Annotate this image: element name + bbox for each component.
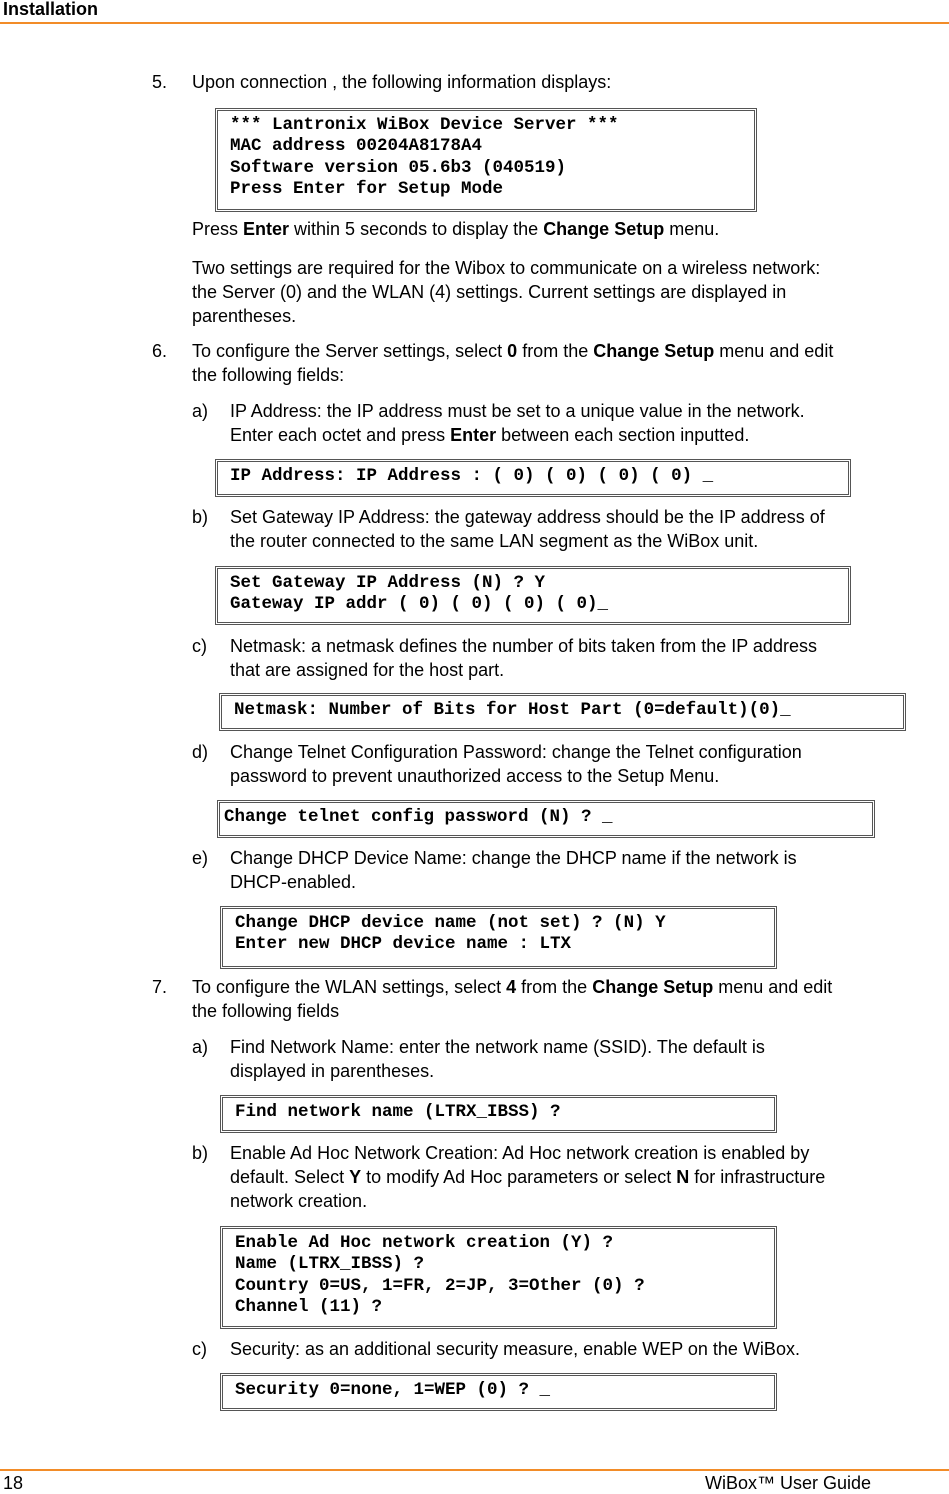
footer-rule <box>0 1469 949 1471</box>
step-6-text-cont: the following fields: <box>192 365 345 385</box>
ad-hoc-text-cont: default. Select Y to modify Ad Hoc parameters or select N for infrastructure <box>230 1167 826 1187</box>
code-line: *** Lantronix WiBox Device Server *** <box>230 115 619 135</box>
step-5-number: 5. <box>152 72 168 92</box>
find-network-text-cont: displayed in parentheses. <box>230 1061 435 1081</box>
code-line: Security 0=none, 1=WEP (0) ? _ <box>235 1380 551 1400</box>
ad-hoc-text: Enable Ad Hoc Network Creation: Ad Hoc network creation is enabled by <box>230 1143 810 1163</box>
code-line: Set Gateway IP Address (N) ? Y <box>230 573 546 593</box>
gateway-text-cont: the router connected to the same LAN segment as the WiBox unit. <box>230 531 759 551</box>
netmask-text-cont: that are assigned for the host part. <box>230 660 505 680</box>
find-network-code-box <box>220 1095 777 1133</box>
step-6-text: To configure the Server settings, select 0 from the Change Setup menu and edit <box>192 341 834 361</box>
connection-output-box <box>215 108 757 212</box>
find-network-text: Find Network Name: enter the network name (SSID). The default is <box>230 1037 765 1057</box>
header-rule <box>0 22 949 24</box>
code-line: Channel (11) ? <box>235 1296 383 1317</box>
ad-hoc-text-cont: network creation. <box>230 1191 368 1211</box>
code-line: Software version 05.6b3 (040519) <box>230 157 567 178</box>
ip-address-code-box <box>215 459 851 497</box>
item-label: c) <box>192 1339 207 1359</box>
code-line: Name (LTRX_IBSS) ? <box>235 1254 425 1275</box>
step-7-number: 7. <box>152 977 168 997</box>
item-label: a) <box>192 401 209 421</box>
item-label: c) <box>192 636 207 656</box>
item-label: b) <box>192 1143 209 1163</box>
netmask-code-box <box>219 693 906 731</box>
step-7-text-cont: the following fields <box>192 1001 340 1021</box>
two-settings-text: parentheses. <box>192 306 297 326</box>
step-6-number: 6. <box>152 341 168 361</box>
telnet-password-text: Change Telnet Configuration Password: change the Telnet configuration <box>230 742 802 762</box>
security-text: Security: as an additional security measure, enable WEP on the WiBox. <box>230 1339 800 1359</box>
dhcp-name-code-box <box>220 906 777 969</box>
code-line: Find network name (LTRX_IBSS) ? <box>235 1102 561 1122</box>
dhcp-name-text-cont: DHCP-enabled. <box>230 872 357 892</box>
header-title: Installation <box>3 0 99 19</box>
item-label: a) <box>192 1037 209 1057</box>
code-line: Country 0=US, 1=FR, 2=JP, 3=Other (0) ? <box>235 1275 645 1296</box>
ip-address-text: IP Address: the IP address must be set to a unique value in the network. <box>230 401 805 421</box>
code-line: Enable Ad Hoc network creation (Y) ? <box>235 1233 614 1253</box>
ad-hoc-code-box <box>220 1226 777 1329</box>
item-label: b) <box>192 507 209 527</box>
step-5-text: Upon connection , the following information displays: <box>192 72 612 92</box>
page-number: 18 <box>3 1473 24 1493</box>
item-label: e) <box>192 848 209 868</box>
netmask-text: Netmask: a netmask defines the number of bits taken from the IP address <box>230 636 817 656</box>
code-line: Enter new DHCP device name : LTX <box>235 934 572 955</box>
guide-title: WiBox™ User Guide <box>705 1473 872 1493</box>
code-line: IP Address: IP Address : ( 0) ( 0) ( 0) ( 0) _ <box>230 466 714 486</box>
press-enter-text: Press Enter within 5 seconds to display the Change Setup menu. <box>192 219 720 239</box>
gateway-code-box <box>215 566 851 625</box>
telnet-password-text-cont: password to prevent unauthorized access to the Setup Menu. <box>230 766 720 786</box>
gateway-text: Set Gateway IP Address: the gateway address should be the IP address of <box>230 507 825 527</box>
two-settings-text: the Server (0) and the WLAN (4) settings. Current settings are displayed in <box>192 282 787 302</box>
code-line: Press Enter for Setup Mode <box>230 178 504 199</box>
page-header <box>0 0 949 24</box>
code-line: Gateway IP addr ( 0) ( 0) ( 0) ( 0)_ <box>230 594 609 615</box>
dhcp-name-text: Change DHCP Device Name: change the DHCP name if the network is <box>230 848 797 868</box>
item-label: d) <box>192 742 209 762</box>
code-line: Change telnet config password (N) ? _ <box>224 807 613 827</box>
step-7-text: To configure the WLAN settings, select 4 from the Change Setup menu and edit <box>192 977 833 997</box>
two-settings-text: Two settings are required for the Wibox to communicate on a wireless network: <box>192 258 821 278</box>
code-line: MAC address 00204A8178A4 <box>230 136 483 157</box>
code-line: Change DHCP device name (not set) ? (N) Y <box>235 913 666 933</box>
ip-address-text-cont: Enter each octet and press Enter between each section inputted. <box>230 425 750 445</box>
telnet-password-code-box <box>217 800 875 838</box>
security-code-box <box>220 1373 777 1411</box>
code-line: Netmask: Number of Bits for Host Part (0=default)(0)_ <box>234 700 791 720</box>
